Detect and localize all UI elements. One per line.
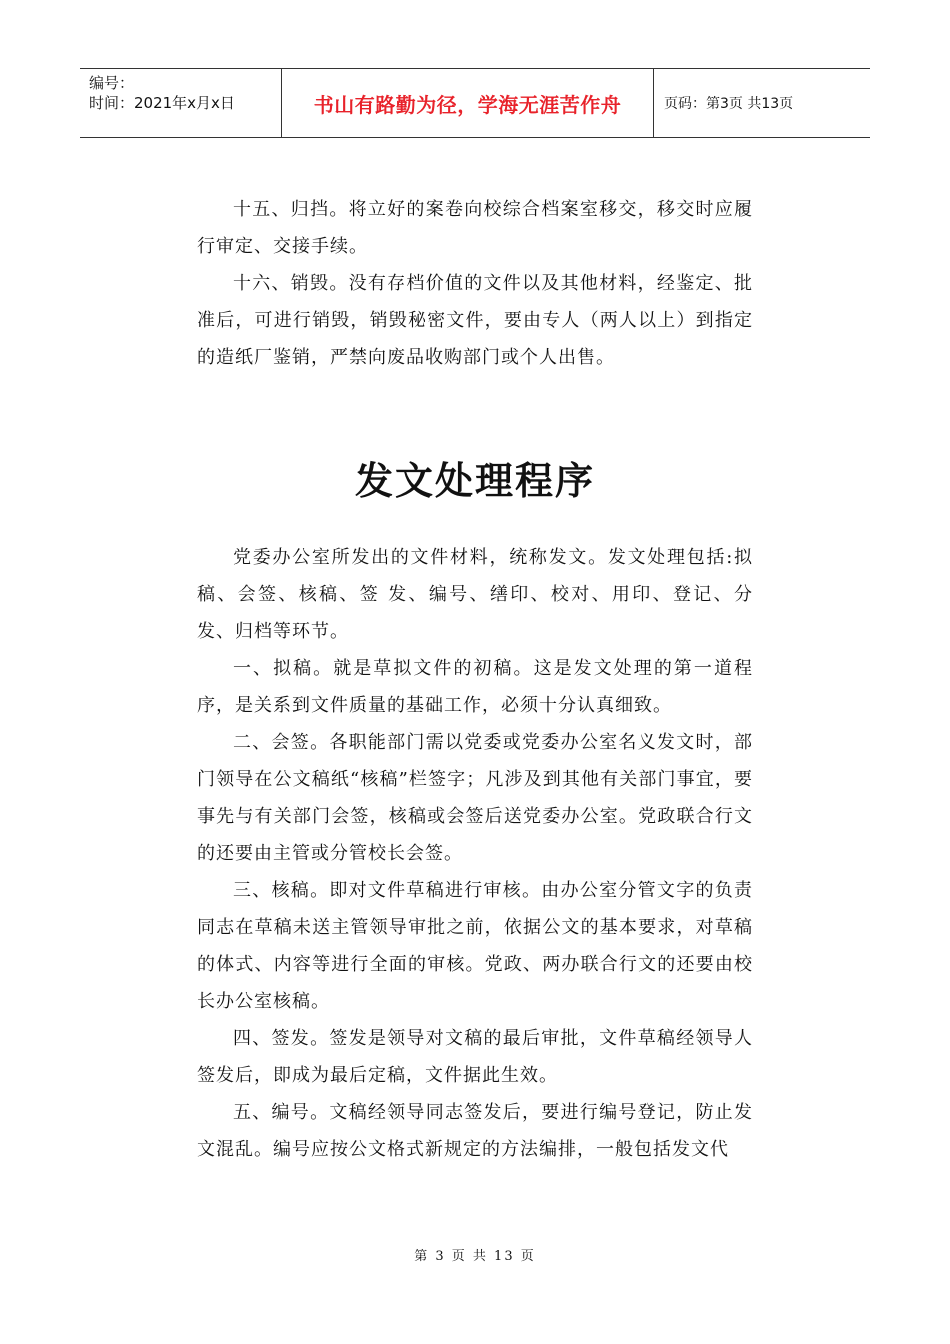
motto: 书山有路勤为径，学海无涯苦作舟 <box>313 92 622 117</box>
section-dispatch-procedure <box>197 539 753 1168</box>
paragraph: 一、拟稿。就是草拟文件的初稿。这是发文处理的第一道程序，是关系到文件质量的基础工作，必须十分认真细致。 <box>197 658 753 716</box>
document-date: 时间：2021年x月x日 <box>89 94 235 112</box>
page-title: 发文处理程序 <box>354 458 595 503</box>
header-motto-cell <box>282 69 654 137</box>
paragraph: 三、核稿。即对文件草稿进行审核。由办公室分管文字的负责同志在草稿未送主管领导审批之前，依据公文的基本要求，对草稿的体式、内容等进行全面的审核。党政、两办联合行文的还要由校长办公室核稿。 <box>197 880 753 1012</box>
header-page-info-cell <box>654 69 870 137</box>
page-info: 页码：第3页 共13页 <box>664 96 794 112</box>
paragraph: 四、签发。签发是领导对文稿的最后审批，文件草稿经领导人签发后，即成为最后定稿，文件据此生效。 <box>197 1028 753 1086</box>
document-number-label: 编号： <box>89 74 135 92</box>
paragraph: 五、编号。文稿经领导同志签发后，要进行编号登记，防止发文混乱。编号应按公文格式新规定的方法编排，一般包括发文代 <box>197 1102 753 1160</box>
paragraph: 党委办公室所发出的文件材料，统称发文。发文处理包括:拟稿、会签、核稿、签 发、编号、缮印、校对、用印、登记、分发、归档等环节。 <box>197 547 753 642</box>
page-header <box>80 68 870 138</box>
section-archiving <box>197 191 753 376</box>
header-meta <box>80 69 282 137</box>
paragraph: 十五、归挡。将立好的案卷向校综合档案室移交，移交时应履行审定、交接手续。 <box>197 199 753 257</box>
paragraph: 十六、销毁。没有存档价值的文件以及其他材料，经鉴定、批准后，可进行销毁，销毁秘密文件，要由专人（两人以上）到指定的造纸厂鉴销，严禁向废品收购部门或个人出售。 <box>197 273 753 368</box>
page-footer: 第 3 页 共 13 页 <box>414 1249 536 1264</box>
paragraph: 二、会签。各职能部门需以党委或党委办公室名义发文时，部门领导在公文稿纸“核稿”栏签字；凡涉及到其他有关部门事宜，要事先与有关部门会签，核稿或会签后送党委办公室。党政联合行文的还要由主管或分管校长会签。 <box>197 732 753 864</box>
